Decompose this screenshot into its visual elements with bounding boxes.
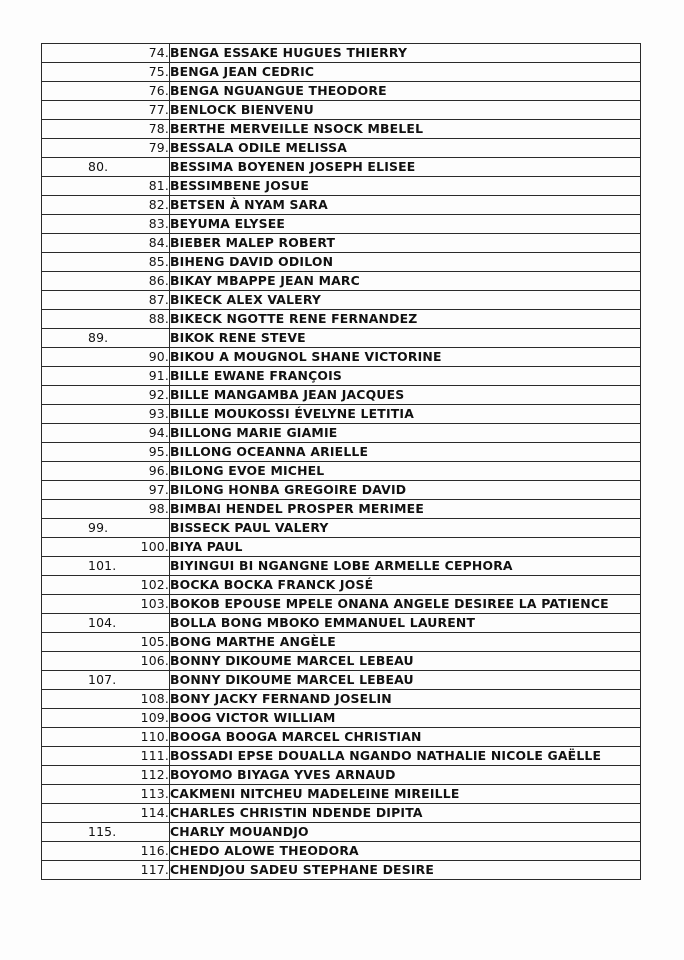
row-number: 77. bbox=[42, 101, 170, 120]
table-row bbox=[42, 842, 641, 861]
person-name: BIMBAI HENDEL PROSPER MERIMEE bbox=[170, 500, 641, 519]
person-name: BOOG VICTOR WILLIAM bbox=[170, 709, 641, 728]
person-name: BOOGA BOOGA MARCEL CHRISTIAN bbox=[170, 728, 641, 747]
person-name: BERTHE MERVEILLE NSOCK MBELEL bbox=[170, 120, 641, 139]
table-row bbox=[42, 253, 641, 272]
person-name: BOSSADI EPSE DOUALLA NGANDO NATHALIE NICOLE GAËLLE bbox=[170, 747, 641, 766]
person-name: BEYUMA ELYSEE bbox=[170, 215, 641, 234]
row-number: 107. bbox=[42, 671, 170, 690]
person-name: BONY JACKY FERNAND JOSELIN bbox=[170, 690, 641, 709]
table-row bbox=[42, 633, 641, 652]
row-number: 84. bbox=[42, 234, 170, 253]
person-name: BILLE MANGAMBA JEAN JACQUES bbox=[170, 386, 641, 405]
row-number: 75. bbox=[42, 63, 170, 82]
person-name: CHARLES CHRISTIN NDENDE DIPITA bbox=[170, 804, 641, 823]
person-name: BONG MARTHE ANGÈLE bbox=[170, 633, 641, 652]
row-number: 106. bbox=[42, 652, 170, 671]
person-name: BESSALA ODILE MELISSA bbox=[170, 139, 641, 158]
table-row bbox=[42, 823, 641, 842]
table-row bbox=[42, 861, 641, 880]
row-number: 98. bbox=[42, 500, 170, 519]
table-row bbox=[42, 44, 641, 63]
row-number: 105. bbox=[42, 633, 170, 652]
person-name: BILONG HONBA GREGOIRE DAVID bbox=[170, 481, 641, 500]
table-row bbox=[42, 291, 641, 310]
row-number: 113. bbox=[42, 785, 170, 804]
table-row bbox=[42, 690, 641, 709]
row-number: 97. bbox=[42, 481, 170, 500]
person-name: BIHENG DAVID ODILON bbox=[170, 253, 641, 272]
person-name: BISSECK PAUL VALERY bbox=[170, 519, 641, 538]
row-number: 90. bbox=[42, 348, 170, 367]
table-row bbox=[42, 139, 641, 158]
table-row bbox=[42, 614, 641, 633]
row-number: 86. bbox=[42, 272, 170, 291]
person-name: BIKAY MBAPPE JEAN MARC bbox=[170, 272, 641, 291]
row-number: 104. bbox=[42, 614, 170, 633]
table-row bbox=[42, 82, 641, 101]
table-row bbox=[42, 215, 641, 234]
row-number: 112. bbox=[42, 766, 170, 785]
table-row bbox=[42, 804, 641, 823]
table-row bbox=[42, 671, 641, 690]
row-number: 96. bbox=[42, 462, 170, 481]
table-row bbox=[42, 538, 641, 557]
name-list-body bbox=[42, 44, 641, 880]
table-row bbox=[42, 158, 641, 177]
table-row bbox=[42, 481, 641, 500]
person-name: BONNY DIKOUME MARCEL LEBEAU bbox=[170, 671, 641, 690]
row-number: 76. bbox=[42, 82, 170, 101]
row-number: 117. bbox=[42, 861, 170, 880]
name-list-table bbox=[41, 43, 641, 880]
table-row bbox=[42, 329, 641, 348]
table-row bbox=[42, 234, 641, 253]
row-number: 102. bbox=[42, 576, 170, 595]
person-name: BIKOU A MOUGNOL SHANE VICTORINE bbox=[170, 348, 641, 367]
person-name: BENGA JEAN CEDRIC bbox=[170, 63, 641, 82]
row-number: 111. bbox=[42, 747, 170, 766]
row-number: 110. bbox=[42, 728, 170, 747]
person-name: BILLONG OCEANNA ARIELLE bbox=[170, 443, 641, 462]
row-number: 116. bbox=[42, 842, 170, 861]
row-number: 80. bbox=[42, 158, 170, 177]
table-row bbox=[42, 386, 641, 405]
table-row bbox=[42, 462, 641, 481]
person-name: BETSEN À NYAM SARA bbox=[170, 196, 641, 215]
row-number: 93. bbox=[42, 405, 170, 424]
row-number: 79. bbox=[42, 139, 170, 158]
person-name: BILLE MOUKOSSI ÉVELYNE LETITIA bbox=[170, 405, 641, 424]
person-name: BILLE EWANE FRANÇOIS bbox=[170, 367, 641, 386]
table-row bbox=[42, 576, 641, 595]
person-name: BENLOCK BIENVENU bbox=[170, 101, 641, 120]
table-row bbox=[42, 519, 641, 538]
table-row bbox=[42, 785, 641, 804]
person-name: BESSIMA BOYENEN JOSEPH ELISEE bbox=[170, 158, 641, 177]
person-name: CHENDJOU SADEU STEPHANE DESIRE bbox=[170, 861, 641, 880]
table-row bbox=[42, 557, 641, 576]
person-name: CHARLY MOUANDJO bbox=[170, 823, 641, 842]
row-number: 87. bbox=[42, 291, 170, 310]
person-name: CAKMENI NITCHEU MADELEINE MIREILLE bbox=[170, 785, 641, 804]
table-row bbox=[42, 177, 641, 196]
person-name: BIEBER MALEP ROBERT bbox=[170, 234, 641, 253]
row-number: 103. bbox=[42, 595, 170, 614]
row-number: 88. bbox=[42, 310, 170, 329]
table-row bbox=[42, 101, 641, 120]
person-name: BILLONG MARIE GIAMIE bbox=[170, 424, 641, 443]
row-number: 100. bbox=[42, 538, 170, 557]
table-row bbox=[42, 728, 641, 747]
table-row bbox=[42, 652, 641, 671]
row-number: 85. bbox=[42, 253, 170, 272]
person-name: BOKOB EPOUSE MPELE ONANA ANGELE DESIREE LA PATIENCE bbox=[170, 595, 641, 614]
table-row bbox=[42, 424, 641, 443]
person-name: BENGA NGUANGUE THEODORE bbox=[170, 82, 641, 101]
person-name: BOCKA BOCKA FRANCK JOSÉ bbox=[170, 576, 641, 595]
row-number: 91. bbox=[42, 367, 170, 386]
table-row bbox=[42, 348, 641, 367]
row-number: 89. bbox=[42, 329, 170, 348]
row-number: 101. bbox=[42, 557, 170, 576]
row-number: 114. bbox=[42, 804, 170, 823]
row-number: 95. bbox=[42, 443, 170, 462]
person-name: BOYOMO BIYAGA YVES ARNAUD bbox=[170, 766, 641, 785]
row-number: 82. bbox=[42, 196, 170, 215]
table-row bbox=[42, 272, 641, 291]
person-name: BIYINGUI BI NGANGNE LOBE ARMELLE CEPHORA bbox=[170, 557, 641, 576]
row-number: 92. bbox=[42, 386, 170, 405]
person-name: BONNY DIKOUME MARCEL LEBEAU bbox=[170, 652, 641, 671]
row-number: 81. bbox=[42, 177, 170, 196]
row-number: 74. bbox=[42, 44, 170, 63]
table-row bbox=[42, 120, 641, 139]
row-number: 83. bbox=[42, 215, 170, 234]
table-row bbox=[42, 500, 641, 519]
table-row bbox=[42, 310, 641, 329]
person-name: BIYA PAUL bbox=[170, 538, 641, 557]
person-name: BENGA ESSAKE HUGUES THIERRY bbox=[170, 44, 641, 63]
table-row bbox=[42, 196, 641, 215]
table-row bbox=[42, 709, 641, 728]
row-number: 115. bbox=[42, 823, 170, 842]
table-row bbox=[42, 63, 641, 82]
person-name: BESSIMBENE JOSUE bbox=[170, 177, 641, 196]
table-row bbox=[42, 443, 641, 462]
table-row bbox=[42, 766, 641, 785]
table-row bbox=[42, 595, 641, 614]
row-number: 78. bbox=[42, 120, 170, 139]
row-number: 108. bbox=[42, 690, 170, 709]
person-name: CHEDO ALOWE THEODORA bbox=[170, 842, 641, 861]
person-name: BIKECK NGOTTE RENE FERNANDEZ bbox=[170, 310, 641, 329]
table-row bbox=[42, 405, 641, 424]
person-name: BILONG EVOE MICHEL bbox=[170, 462, 641, 481]
row-number: 94. bbox=[42, 424, 170, 443]
person-name: BIKECK ALEX VALERY bbox=[170, 291, 641, 310]
row-number: 99. bbox=[42, 519, 170, 538]
table-row bbox=[42, 747, 641, 766]
person-name: BIKOK RENE STEVE bbox=[170, 329, 641, 348]
person-name: BOLLA BONG MBOKO EMMANUEL LAURENT bbox=[170, 614, 641, 633]
table-row bbox=[42, 367, 641, 386]
row-number: 109. bbox=[42, 709, 170, 728]
